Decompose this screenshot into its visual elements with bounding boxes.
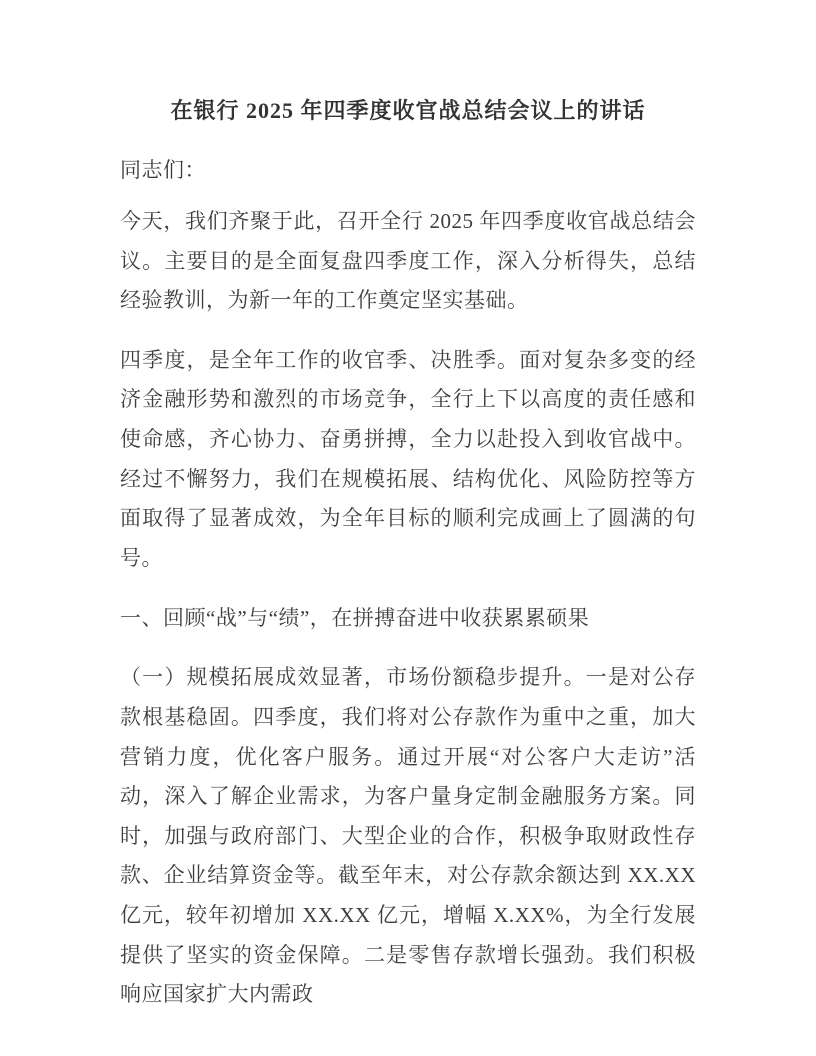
section-heading-1: 一、回顾“战”与“绩”，在拼搏奋进中收获累累硕果	[120, 606, 590, 631]
paragraph-quarter-review: 四季度，是全年工作的收官季、决胜季。面对复杂多变的经济金融形势和激烈的市场竞争，全行上下以高度的责任感和使命感，齐心协力、奋勇拼搏，全力以赴投入到收官战中。经过不懈努力，我们在规模拓展、结构优化、风险防控等方面取得了显著成效，为全年目标的顺利完成画上了圆满的句号。	[120, 347, 696, 570]
salutation: 同志们：	[120, 158, 206, 182]
paragraph-scale-expansion: （一）规模拓展成效显著，市场份额稳步提升。一是对公存款根基稳固。四季度，我们将对公存款作为重中之重，加大营销力度，优化客户服务。通过开展“对公客户大走访”活动，深入了解企业需求，为客户量身定制金融服务方案。同时，加强与政府部门、大型企业的合作，积极争取财政性存款、企业结算资金等。截至年末，对公存款余额达到 XX.XX 亿元，较年初增加 XX.XX 亿元，增幅 X.XX%，为全行发展提供了坚实的资金保障。二是零售存款增长强劲。我们积极响应国家扩大内需政	[120, 665, 696, 1007]
document-title: 在银行 2025 年四季度收官战总结会议上的讲话	[170, 98, 646, 123]
paragraph-opening: 今天，我们齐聚于此，召开全行 2025 年四季度收官战总结会议。主要目的是全面复盘四季度工作，深入分析得失，总结经验教训，为新一年的工作奠定坚实基础。	[120, 209, 696, 313]
